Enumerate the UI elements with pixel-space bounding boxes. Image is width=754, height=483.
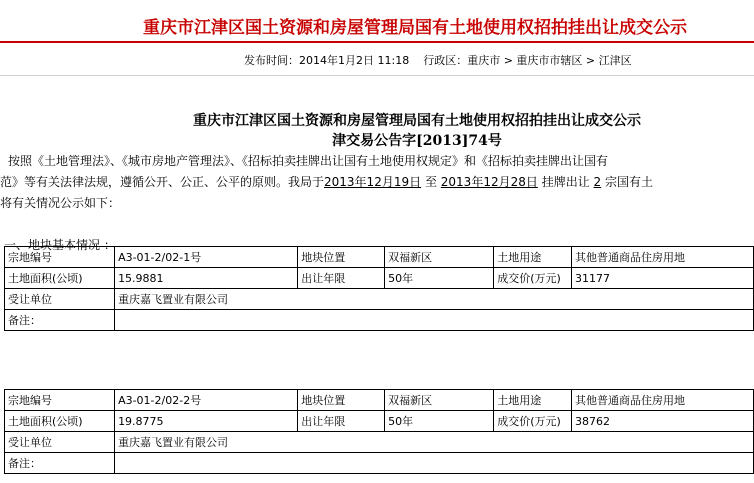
page-banner [0,0,754,41]
p2-to: 至 [424,175,437,189]
grantee-value: 重庆嘉飞置业有限公司 [115,289,754,310]
table-row [5,390,754,411]
p2-text-c: 宗国有土 [605,175,654,189]
label-parcel-no: 宗地编号 [5,390,115,411]
table-row [5,310,754,331]
label-grantee: 受让单位 [5,432,115,453]
banner-title: 重庆市江津区国土资源和房屋管理局国有土地使用权招拍挂出让成交公示 [143,18,687,38]
table-row [5,289,754,310]
label-parcel-no: 宗地编号 [5,247,115,268]
label-area: 土地面积(公顷) [5,268,115,289]
area-value: 19.8775 [115,411,298,432]
grantee-value: 重庆嘉飞置业有限公司 [115,432,754,453]
parcel-table-1 [4,246,754,331]
meta-line [244,52,632,68]
remarks-value [115,453,754,474]
remarks-value [115,310,754,331]
label-remarks: 备注： [5,453,115,474]
price-value: 31177 [571,268,753,289]
label-location: 地块位置 [298,247,385,268]
table-row [5,453,754,474]
meta-divider [0,75,754,76]
label-term: 出让年限 [298,268,385,289]
area-value: 15.9881 [115,268,298,289]
label-area: 土地面积(公顷) [5,411,115,432]
label-usage: 土地用途 [494,247,572,268]
parcel-no-value: A3-01-2/02-2号 [115,390,298,411]
region-label: 行政区： [423,54,468,67]
parcel-table-2 [4,389,754,474]
label-price: 成交价(万元) [494,268,572,289]
end-date: 2013年12月28日 [440,175,538,189]
p2-text-b: 挂牌出让 [541,175,590,189]
paragraph-2 [0,173,653,190]
table-row [5,411,754,432]
price-value: 38762 [571,411,753,432]
term-value: 50年 [385,411,494,432]
label-usage: 土地用途 [494,390,572,411]
label-price: 成交价(万元) [494,411,572,432]
start-date: 2013年12月19日 [324,175,422,189]
usage-value: 其他普通商品住房用地 [571,247,753,268]
location-value: 双福新区 [385,390,494,411]
section-heading: 一、地块基本情况 ： [4,238,116,252]
parcel-no-value: A3-01-2/02-1号 [115,247,298,268]
label-term: 出让年限 [298,411,385,432]
publish-time: 2014年1月2日 11:18 [299,54,410,67]
label-remarks: 备注： [5,310,115,331]
table-row [5,268,754,289]
parcel-count: 2 [593,175,602,189]
banner-divider [0,41,754,43]
article-title: 重庆市江津区国土资源和房屋管理局国有土地使用权招拍挂出让成交公示 [193,113,641,129]
label-location: 地块位置 [298,390,385,411]
article-subtitle: 津交易公告字[2013]74号 [332,133,502,149]
publish-label: 发布时间： [244,54,299,67]
usage-value: 其他普通商品住房用地 [571,390,753,411]
paragraph-3: 将有关情况公示如下： [0,196,121,210]
paragraph-1: 按照《土地管理法》、《城市房地产管理法》、《招标拍卖挂牌出让国有土地使用权规定》和《招标拍卖挂牌出让国有 [8,154,609,168]
region-breadcrumb[interactable]: 重庆市 > 重庆市市辖区 > 江津区 [467,54,632,67]
location-value: 双福新区 [385,247,494,268]
term-value: 50年 [385,268,494,289]
table-row [5,432,754,453]
table-row [5,247,754,268]
label-grantee: 受让单位 [5,289,115,310]
p2-text-a: 范》等有关法律法规，遵循公开、公正、公平的原则。我局于 [0,175,325,189]
